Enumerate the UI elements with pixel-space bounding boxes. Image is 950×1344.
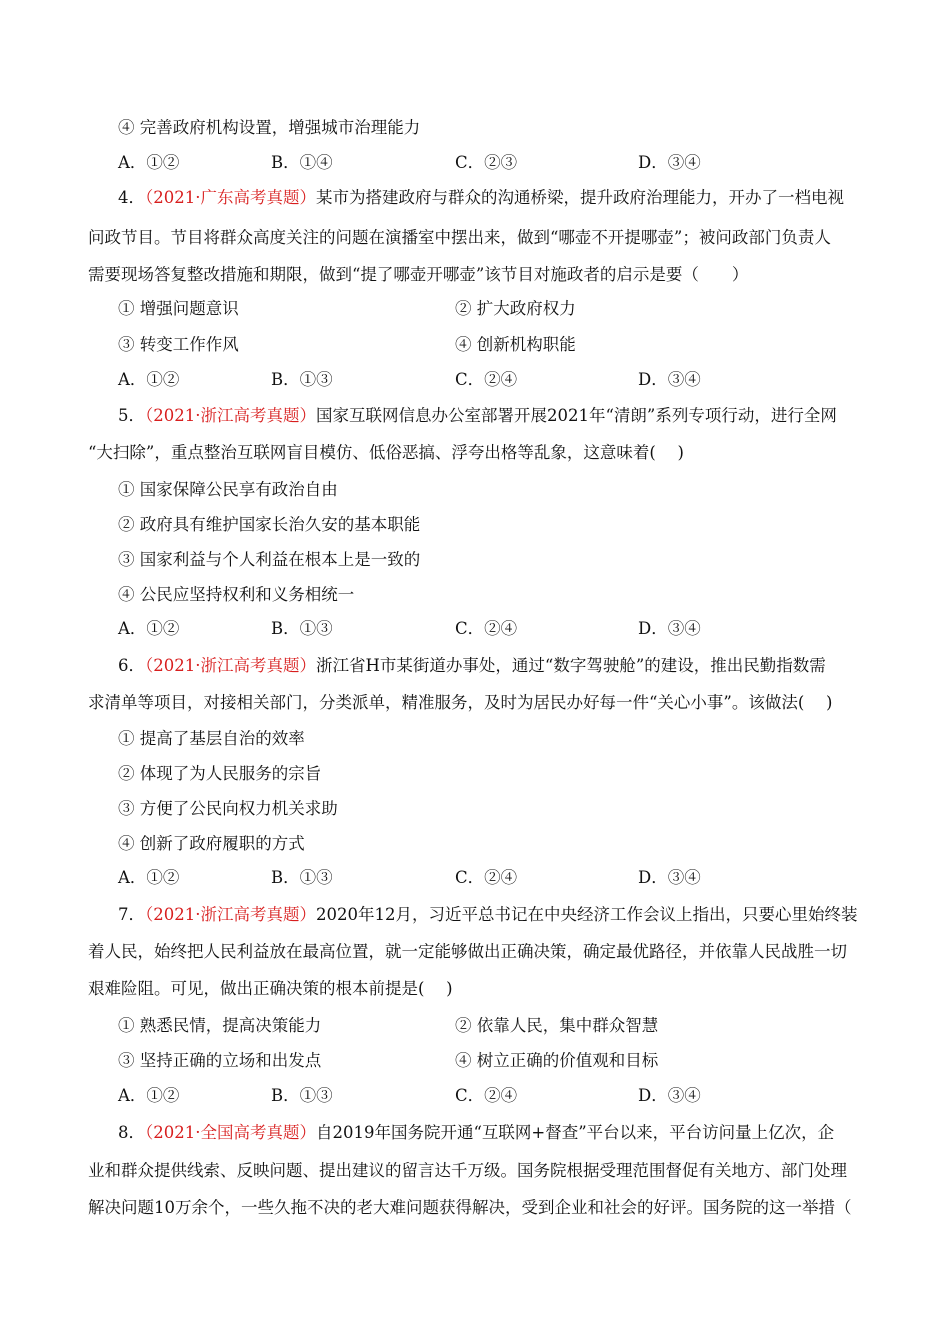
- q3-choice-c: C．②③: [455, 153, 518, 172]
- q6-source: （2021·浙江高考真题）: [145, 656, 316, 675]
- q5-number: 5．: [118, 406, 145, 425]
- q5-statement-1: ① 国家保障公民享有政治自由: [118, 480, 338, 499]
- q4-choice-b: B．①③: [271, 370, 333, 389]
- q7-statement-3: ③ 坚持正确的立场和出发点: [118, 1051, 322, 1070]
- q7-statement-4: ④ 树立正确的价值观和目标: [455, 1051, 659, 1070]
- q8-number: 8．: [118, 1123, 145, 1142]
- q8-text-line-1: 自2019年国务院开通“互联网+督查”平台以来，平台访问量上亿次，企: [316, 1123, 835, 1142]
- q7-first-line: [118, 904, 858, 926]
- q4-choice-c: C．②④: [455, 370, 518, 389]
- q6-choice-d: D．③④: [638, 868, 701, 887]
- q5-source: （2021·浙江高考真题）: [145, 406, 316, 425]
- q5-choice-a: A．①②: [118, 619, 180, 638]
- q4-statement-3: ③ 转变工作作风: [118, 335, 239, 354]
- q6-text-line-1: 浙江省H市某街道办事处，通过“数字驾驶舱”的建设，推出民勤指数需: [316, 656, 826, 675]
- q4-source: （2021·广东高考真题）: [145, 188, 316, 207]
- q6-statement-2: ② 体现了为人民服务的宗旨: [118, 764, 322, 783]
- q7-statement-2: ② 依靠人民，集中群众智慧: [455, 1016, 659, 1035]
- q3-choice-d: D．③④: [638, 153, 701, 172]
- q4-statement-2: ② 扩大政府权力: [455, 299, 576, 318]
- q5-statement-3: ③ 国家利益与个人利益在根本上是一致的: [118, 550, 421, 569]
- q4-text-line-1: 某市为搭建政府与群众的沟通桥梁，提升政府治理能力，开办了一档电视: [316, 188, 844, 207]
- q4-text-line-3: 需要现场答复整改措施和期限，做到“提了哪壶开哪壶”该节目对施政者的启示是要（ ）: [88, 265, 749, 284]
- q4-text-line-2: 问政节目。节目将群众高度关注的问题在演播室中摆出来，做到“哪壶不开提哪壶”；被问政部门负责人: [88, 228, 831, 247]
- q6-first-line: [118, 655, 826, 677]
- q7-source: （2021·浙江高考真题）: [145, 905, 316, 924]
- q7-text-line-2: 着人民，始终把人民利益放在最高位置，就一定能够做出正确决策，确定最优路径，并依靠人民战胜一切: [88, 942, 847, 961]
- q6-choice-b: B．①③: [271, 868, 333, 887]
- q4-first-line: [118, 187, 844, 209]
- q6-choice-c: C．②④: [455, 868, 518, 887]
- q7-choice-c: C．②④: [455, 1086, 518, 1105]
- q5-text-line-2: “大扫除”，重点整治互联网盲目模仿、低俗恶搞、浮夸出格等乱象，这意味着( ): [88, 443, 684, 462]
- q7-choice-b: B．①③: [271, 1086, 333, 1105]
- q6-statement-1: ① 提高了基层自治的效率: [118, 729, 305, 748]
- q8-text-line-2: 业和群众提供线索、反映问题、提出建议的留言达千万级。国务院根据受理范围督促有关地方、部门处理: [88, 1161, 847, 1180]
- q4-number: 4．: [118, 188, 145, 207]
- q4-statement-4: ④ 创新机构职能: [455, 335, 576, 354]
- q8-text-line-3: 解决问题10万余个，一些久拖不决的老大难问题获得解决，受到企业和社会的好评。国务院的这一举措（: [88, 1198, 852, 1217]
- q7-statement-1: ① 熟悉民情，提高决策能力: [118, 1016, 322, 1035]
- q3-choice-a: A．①②: [118, 153, 180, 172]
- q5-statement-4: ④ 公民应坚持权利和义务相统一: [118, 585, 355, 604]
- q7-text-line-1: 2020年12月，习近平总书记在中央经济工作会议上指出，只要心里始终装: [316, 905, 858, 924]
- q6-statement-4: ④ 创新了政府履职的方式: [118, 834, 305, 853]
- q7-text-line-3: 艰难险阻。可见，做出正确决策的根本前提是( ): [88, 979, 453, 998]
- q6-text-line-2: 求清单等项目，对接相关部门，分类派单，精准服务，及时为居民办好每一件“关心小事”。该做法( ): [88, 693, 833, 712]
- q3-choice-b: B．①④: [271, 153, 333, 172]
- q7-number: 7．: [118, 905, 145, 924]
- q5-statement-2: ② 政府具有维护国家长治久安的基本职能: [118, 515, 421, 534]
- q6-statement-3: ③ 方便了公民向权力机关求助: [118, 799, 338, 818]
- q4-choice-d: D．③④: [638, 370, 701, 389]
- q5-choice-b: B．①③: [271, 619, 333, 638]
- q5-first-line: [118, 405, 837, 427]
- q4-choice-a: A．①②: [118, 370, 180, 389]
- q3-statement-4: ④ 完善政府机构设置，增强城市治理能力: [118, 118, 421, 137]
- q8-source: （2021·全国高考真题）: [145, 1123, 316, 1142]
- q6-choice-a: A．①②: [118, 868, 180, 887]
- q5-choice-d: D．③④: [638, 619, 701, 638]
- q8-first-line: [118, 1122, 834, 1144]
- q7-choice-a: A．①②: [118, 1086, 180, 1105]
- q7-choice-d: D．③④: [638, 1086, 701, 1105]
- q5-text-line-1: 国家互联网信息办公室部署开展2021年“清朗”系列专项行动，进行全网: [316, 406, 837, 425]
- q6-number: 6．: [118, 656, 145, 675]
- q4-statement-1: ① 增强问题意识: [118, 299, 239, 318]
- q5-choice-c: C．②④: [455, 619, 518, 638]
